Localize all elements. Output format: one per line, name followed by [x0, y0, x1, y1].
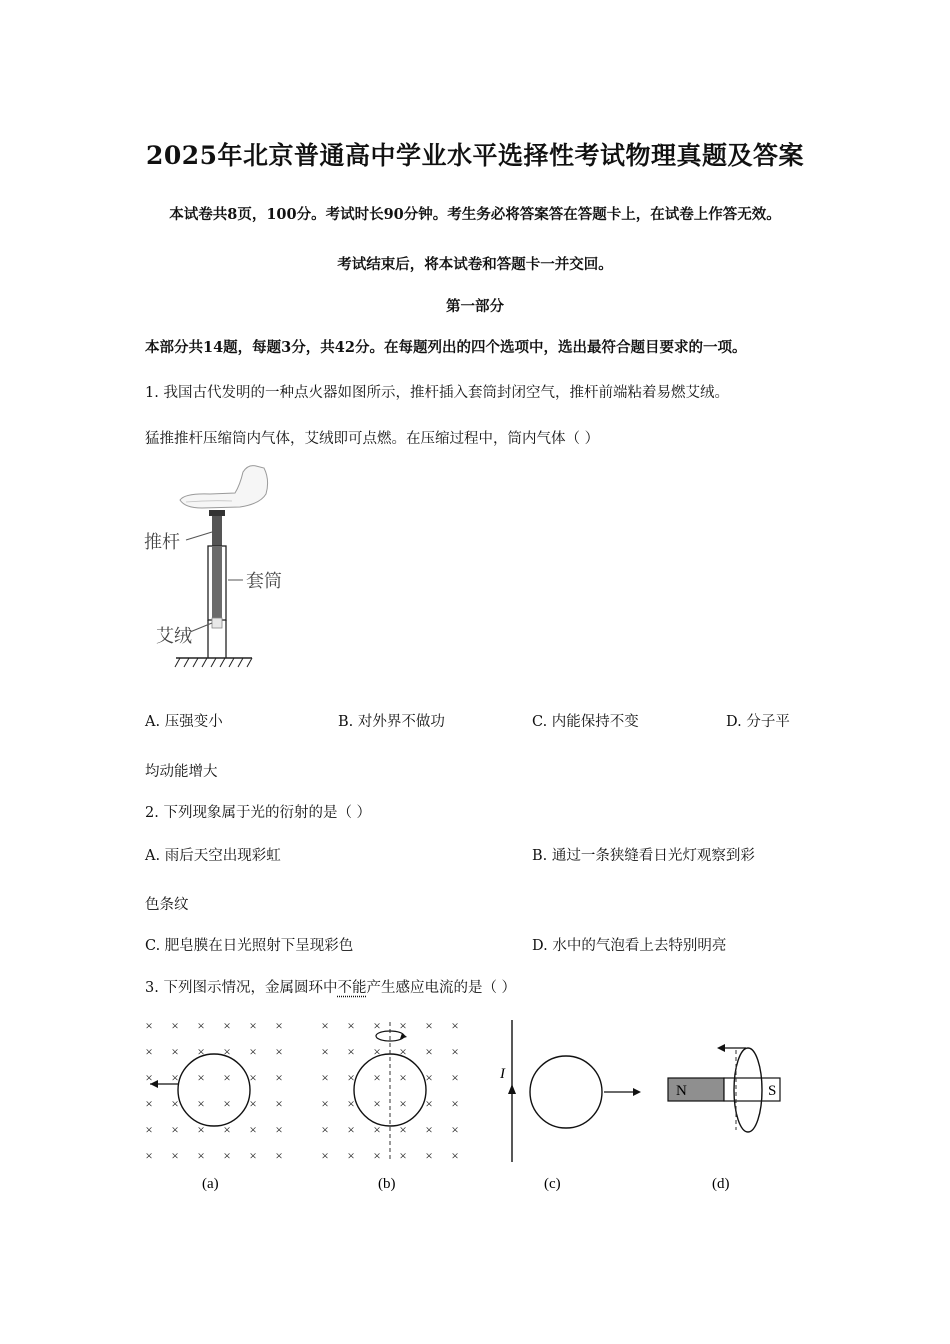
ground-hatch [175, 658, 252, 667]
field-x-mark: × [399, 1018, 407, 1033]
caption-d: (d) [712, 1176, 730, 1192]
arrow-left-icon [717, 1044, 725, 1052]
field-x-mark: × [373, 1018, 381, 1033]
magnetic-field-grid-a [145, 1018, 282, 1163]
figure-c [499, 1020, 641, 1192]
field-x-mark: × [399, 1148, 407, 1163]
field-x-mark: × [197, 1044, 205, 1059]
q2-stem: 2. 下列现象属于光的衍射的是（ ） [145, 805, 372, 821]
figure-d [668, 1044, 780, 1192]
field-x-mark: × [373, 1070, 381, 1085]
part-title: 第一部分 [446, 298, 504, 315]
field-x-mark: × [347, 1122, 355, 1137]
caption-a: (a) [202, 1176, 219, 1192]
intro-line-2: 考试结束后，将本试卷和答题卡一并交回。 [337, 256, 613, 273]
field-x-mark: × [223, 1070, 231, 1085]
field-x-mark: × [249, 1122, 257, 1137]
field-x-mark: × [275, 1122, 283, 1137]
ring-a [178, 1054, 250, 1126]
magnet-s-label: S [768, 1083, 777, 1099]
field-x-mark: × [197, 1018, 205, 1033]
field-x-mark: × [145, 1148, 153, 1163]
q2-option-b: B. 通过一条狭缝看日光灯观察到彩 [532, 848, 755, 864]
field-x-mark: × [171, 1018, 179, 1033]
field-x-mark: × [223, 1122, 231, 1137]
q1-stem-line-1: 1. 我国古代发明的一种点火器如图所示，推杆插入套筒封闭空气，推杆前端粘着易燃艾绒。 [145, 385, 729, 401]
label-tinder: 艾绒 [156, 626, 192, 647]
field-x-mark: × [321, 1018, 329, 1033]
field-x-mark: × [197, 1148, 205, 1163]
field-x-mark: × [145, 1122, 153, 1137]
field-x-mark: × [249, 1018, 257, 1033]
field-x-mark: × [451, 1148, 459, 1163]
hand-illustration [180, 466, 268, 508]
field-x-mark: × [275, 1018, 283, 1033]
q2-option-b-wrap: 色条纹 [145, 897, 189, 913]
caption-b: (b) [378, 1176, 396, 1192]
field-x-mark: × [373, 1148, 381, 1163]
q3-stem-emphasis: 不能 [337, 980, 367, 996]
tinder [212, 618, 222, 628]
field-x-mark: × [425, 1122, 433, 1137]
field-x-mark: × [425, 1148, 433, 1163]
q1-option-c: C. 内能保持不变 [532, 714, 639, 730]
rod-inside-sleeve [212, 546, 222, 618]
field-x-mark: × [399, 1096, 407, 1111]
field-x-mark: × [451, 1096, 459, 1111]
q3-stem [145, 976, 516, 997]
field-x-mark: × [249, 1070, 257, 1085]
field-x-mark: × [347, 1018, 355, 1033]
field-x-mark: × [373, 1122, 381, 1137]
q3-stem-post: 产生感应电流的是（ ） [366, 980, 517, 996]
q2-option-a: A. 雨后天空出现彩虹 [145, 848, 281, 864]
q1-option-d-wrap: 均动能增大 [145, 764, 218, 780]
field-x-mark: × [321, 1148, 329, 1163]
field-x-mark: × [373, 1096, 381, 1111]
field-x-mark: × [249, 1096, 257, 1111]
page-title: 2025年北京普通高中学业水平选择性考试物理真题及答案 [145, 141, 805, 170]
field-x-mark: × [145, 1018, 153, 1033]
field-x-mark: × [425, 1018, 433, 1033]
field-x-mark: × [145, 1070, 153, 1085]
field-x-mark: × [223, 1096, 231, 1111]
magnet-n-label: N [676, 1083, 687, 1099]
fire-piston-figure [140, 460, 310, 675]
label-sleeve: 套筒 [246, 571, 282, 592]
q2-option-d: D. 水中的气泡看上去特别明亮 [532, 938, 727, 954]
label-push-rod: 推杆 [144, 532, 180, 553]
current-arrow-icon [508, 1084, 516, 1094]
field-x-mark: × [451, 1044, 459, 1059]
field-x-mark: × [171, 1148, 179, 1163]
q3-figures [130, 1010, 810, 1200]
field-x-mark: × [399, 1070, 407, 1085]
field-x-mark: × [197, 1096, 205, 1111]
part-description: 本部分共14题，每题3分，共42分。在每题列出的四个选项中，选出最符合题目要求的一项。 [145, 339, 747, 356]
ring-c [530, 1056, 602, 1128]
caption-c: (c) [544, 1176, 561, 1192]
q1-option-a: A. 压强变小 [145, 714, 223, 730]
push-rod [212, 516, 222, 546]
field-x-mark: × [321, 1044, 329, 1059]
q1-stem-line-2: 猛推推杆压缩筒内气体，艾绒即可点燃。在压缩过程中，筒内气体（ ） [145, 431, 600, 447]
field-x-mark: × [171, 1044, 179, 1059]
figure-a [145, 1018, 282, 1192]
intro-line-1: 本试卷共8页，100分。考试时长90分钟。考生务必将答案答在答题卡上，在试卷上作答无效。 [169, 206, 781, 223]
field-x-mark: × [223, 1018, 231, 1033]
field-x-mark: × [451, 1018, 459, 1033]
field-x-mark: × [171, 1070, 179, 1085]
q1-option-d: D. 分子平 [726, 714, 790, 730]
field-x-mark: × [373, 1044, 381, 1059]
current-label: I [500, 1066, 505, 1082]
field-x-mark: × [223, 1044, 231, 1059]
field-x-mark: × [171, 1096, 179, 1111]
field-x-mark: × [399, 1122, 407, 1137]
field-x-mark: × [249, 1044, 257, 1059]
field-x-mark: × [275, 1148, 283, 1163]
field-x-mark: × [275, 1096, 283, 1111]
field-x-mark: × [425, 1096, 433, 1111]
field-x-mark: × [347, 1148, 355, 1163]
push-rod-cap [209, 510, 225, 516]
arrow-right-icon [633, 1088, 641, 1096]
field-x-mark: × [451, 1122, 459, 1137]
q1-option-b: B. 对外界不做功 [338, 714, 445, 730]
field-x-mark: × [451, 1070, 459, 1085]
field-x-mark: × [145, 1096, 153, 1111]
field-x-mark: × [321, 1096, 329, 1111]
field-x-mark: × [347, 1044, 355, 1059]
field-x-mark: × [275, 1044, 283, 1059]
figure-b [321, 1018, 458, 1192]
field-x-mark: × [321, 1122, 329, 1137]
field-x-mark: × [347, 1070, 355, 1085]
field-x-mark: × [425, 1044, 433, 1059]
field-x-mark: × [275, 1070, 283, 1085]
field-x-mark: × [425, 1070, 433, 1085]
field-x-mark: × [321, 1070, 329, 1085]
field-x-mark: × [347, 1096, 355, 1111]
q2-option-c: C. 肥皂膜在日光照射下呈现彩色 [145, 938, 354, 954]
field-x-mark: × [249, 1148, 257, 1163]
field-x-mark: × [197, 1070, 205, 1085]
field-x-mark: × [145, 1044, 153, 1059]
field-x-mark: × [171, 1122, 179, 1137]
q3-stem-pre: 3. 下列图示情况，金属圆环中 [145, 980, 338, 996]
field-x-mark: × [399, 1044, 407, 1059]
field-x-mark: × [223, 1148, 231, 1163]
field-x-mark: × [197, 1122, 205, 1137]
